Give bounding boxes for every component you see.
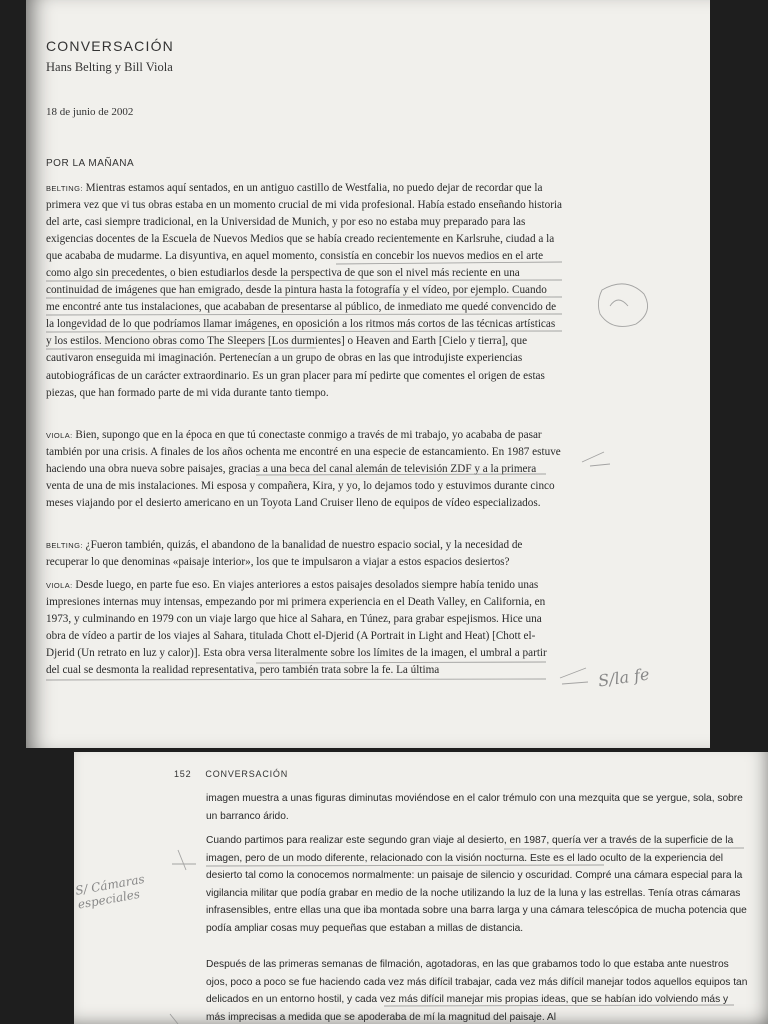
body-paragraph: imagen muestra a unas figuras diminutas moviéndose en el calor trémulo con una mezquita que se yergue, sola, sobre un barranco árido. [206, 793, 743, 822]
speaker-label: BELTING : [46, 184, 83, 193]
authors: Hans Belting y Bill Viola [46, 60, 173, 74]
page-number: 152 [174, 769, 192, 779]
handwritten-margin-note: S/ Cámaras especiales [74, 871, 146, 912]
running-head-title: CONVERSACIÓN [205, 769, 289, 779]
handwritten-margin-note: S/la fe [596, 664, 651, 691]
speaker-label: BELTING : [46, 541, 83, 550]
dialog-text: Mientras estamos aquí sentados, en un antiguo castillo de Westfalia, no puedo dejar de recordar que la primera vez que vi tus obras estaba en un momento crucial de mi vida profesional. Había estado enseñando historia del arte, casi siempre tradicional, en la Universidad de Munich, y por eso no estaba muy preparado para las exigencias docentes de la Escuela de Nuevos Medios que se había creado recientemente en Karlsruhe, ciudad a la que acababa de mudarme. La disyuntiva, en aquel momento, consistía en concebir los nuevos medios en el arte como algo sin precedentes, o bien estudiarlos desde la perspectiva de que son el nivel más reciente en una continuidad de imágenes que han emigrado, desde la pintura hasta la fotografía y el vídeo, por ejemplo. Cuando me encontré ante tus instalaciones, que acababan de presentarse al público, de inmediato me quedé convencido de la longevidad de lo que podríamos llamar imágenes, en oposición a los ritmos más cortos de las técnicas artísticas y los estilos. Menciono obras como The Sleepers [Los durmientes] o Heaven and Earth [Cielo y tierra], que cautivaron enseguida mi imaginación. Pertenecían a un grupo de obras en las que introdujiste experiencias autobiográficas de un carácter extraordinario. Es un gran placer para mí pedirte que comentes el origen de estas piezas, que han formado parte de mi vida durante tanto tiempo. [46, 182, 563, 399]
bottom-book-page [74, 752, 768, 1024]
section-title: CONVERSACIÓN [46, 38, 174, 54]
dialog-text: Desde luego, en parte fue eso. En viajes anteriores a estos paisajes desolados siempre había tenido unas impresiones internas muy intensas, empezando por mi primera experiencia en el Death Valley, en California, en 1973, y culminando en 1979 con un viaje largo que hice al Sahara, en Túnez, para grabar espejismos. Hice una obra de vídeo a partir de los viajes al Sahara, titulada Chott el-Djerid (A Portrait in Light and Heat) [Chott el-Djerid (Un retrato en luz y calor)]. Esta obra versa literalmente sobre los límites de la imagen, el umbral a partir del cual se desmonta la realidad representativa, pero también trata sobre la fe. La última [46, 579, 547, 677]
speaker-label: VIOLA : [46, 581, 73, 590]
top-book-page [26, 0, 710, 748]
body-paragraph: Cuando partimos para realizar este segundo gran viaje al desierto, en 1987, quería ver a través de la superficie de la imagen, pero de un modo diferente, relacionado con la visión nocturna. Este es el lado oculto de la experiencia del desierto tal como la conocemos normalmente: un paisaje de silencio y oscuridad. Compré una cámara especial para la vigilancia militar que podía grabar en medio de la noche utilizando la luz de la luna y las estrellas. Tenía otras cámaras infrasensibles, entre ellas una que iba montada sobre una barra larga y una cámara telescópica de mucha potencia que podía ampliar cosas muy pequeñas que estaban a millas de distancia. [206, 835, 747, 934]
body-paragraph: Después de las primeras semanas de filmación, agotadoras, en las que grabamos todo lo que estaba ante nuestros ojos, poco a poco se fue haciendo cada vez más difícil trabajar, cada vez más difícil manejar todos aquellos equipos tan delicados en un entorno hostil, y cada vez más difícil manejar mis propias ideas, que se habían ido volviendo más y más imprecisas a medida que se apoderaba de mí la magnitud del paisaje. Al [206, 959, 748, 1023]
pencil-marks [74, 752, 768, 1024]
dialog-text: Bien, supongo que en la época en que tú conectaste conmigo a través de mi trabajo, yo acababa de pasar también por una crisis. A finales de los años ochenta me encontré en una especie de estancamiento. En 1987 estuve haciendo una obra nueva sobre paisajes, gracias a una beca del canal alemán de televisión ZDF y a la primera venta de una de mis instalaciones. Mi esposa y compañera, Kira, y yo, lo dejamos todo y estuvimos durante cinco meses viajando por el desierto americano en un Toyota Land Cruiser lleno de equipos de vídeo especializados. [46, 429, 561, 510]
pencil-marks [26, 0, 710, 748]
subheading: POR LA MAÑANA [46, 158, 135, 169]
dialog-text: ¿Fueron también, quizás, el abandono de la banalidad de nuestro espacio social, y la necesidad de recuperar lo que denominas «paisaje interior», los que te impulsaron a viajar a estos espacios desiertos? [46, 539, 523, 569]
date: 18 de junio de 2002 [46, 106, 134, 118]
speaker-label: VIOLA : [46, 431, 73, 440]
